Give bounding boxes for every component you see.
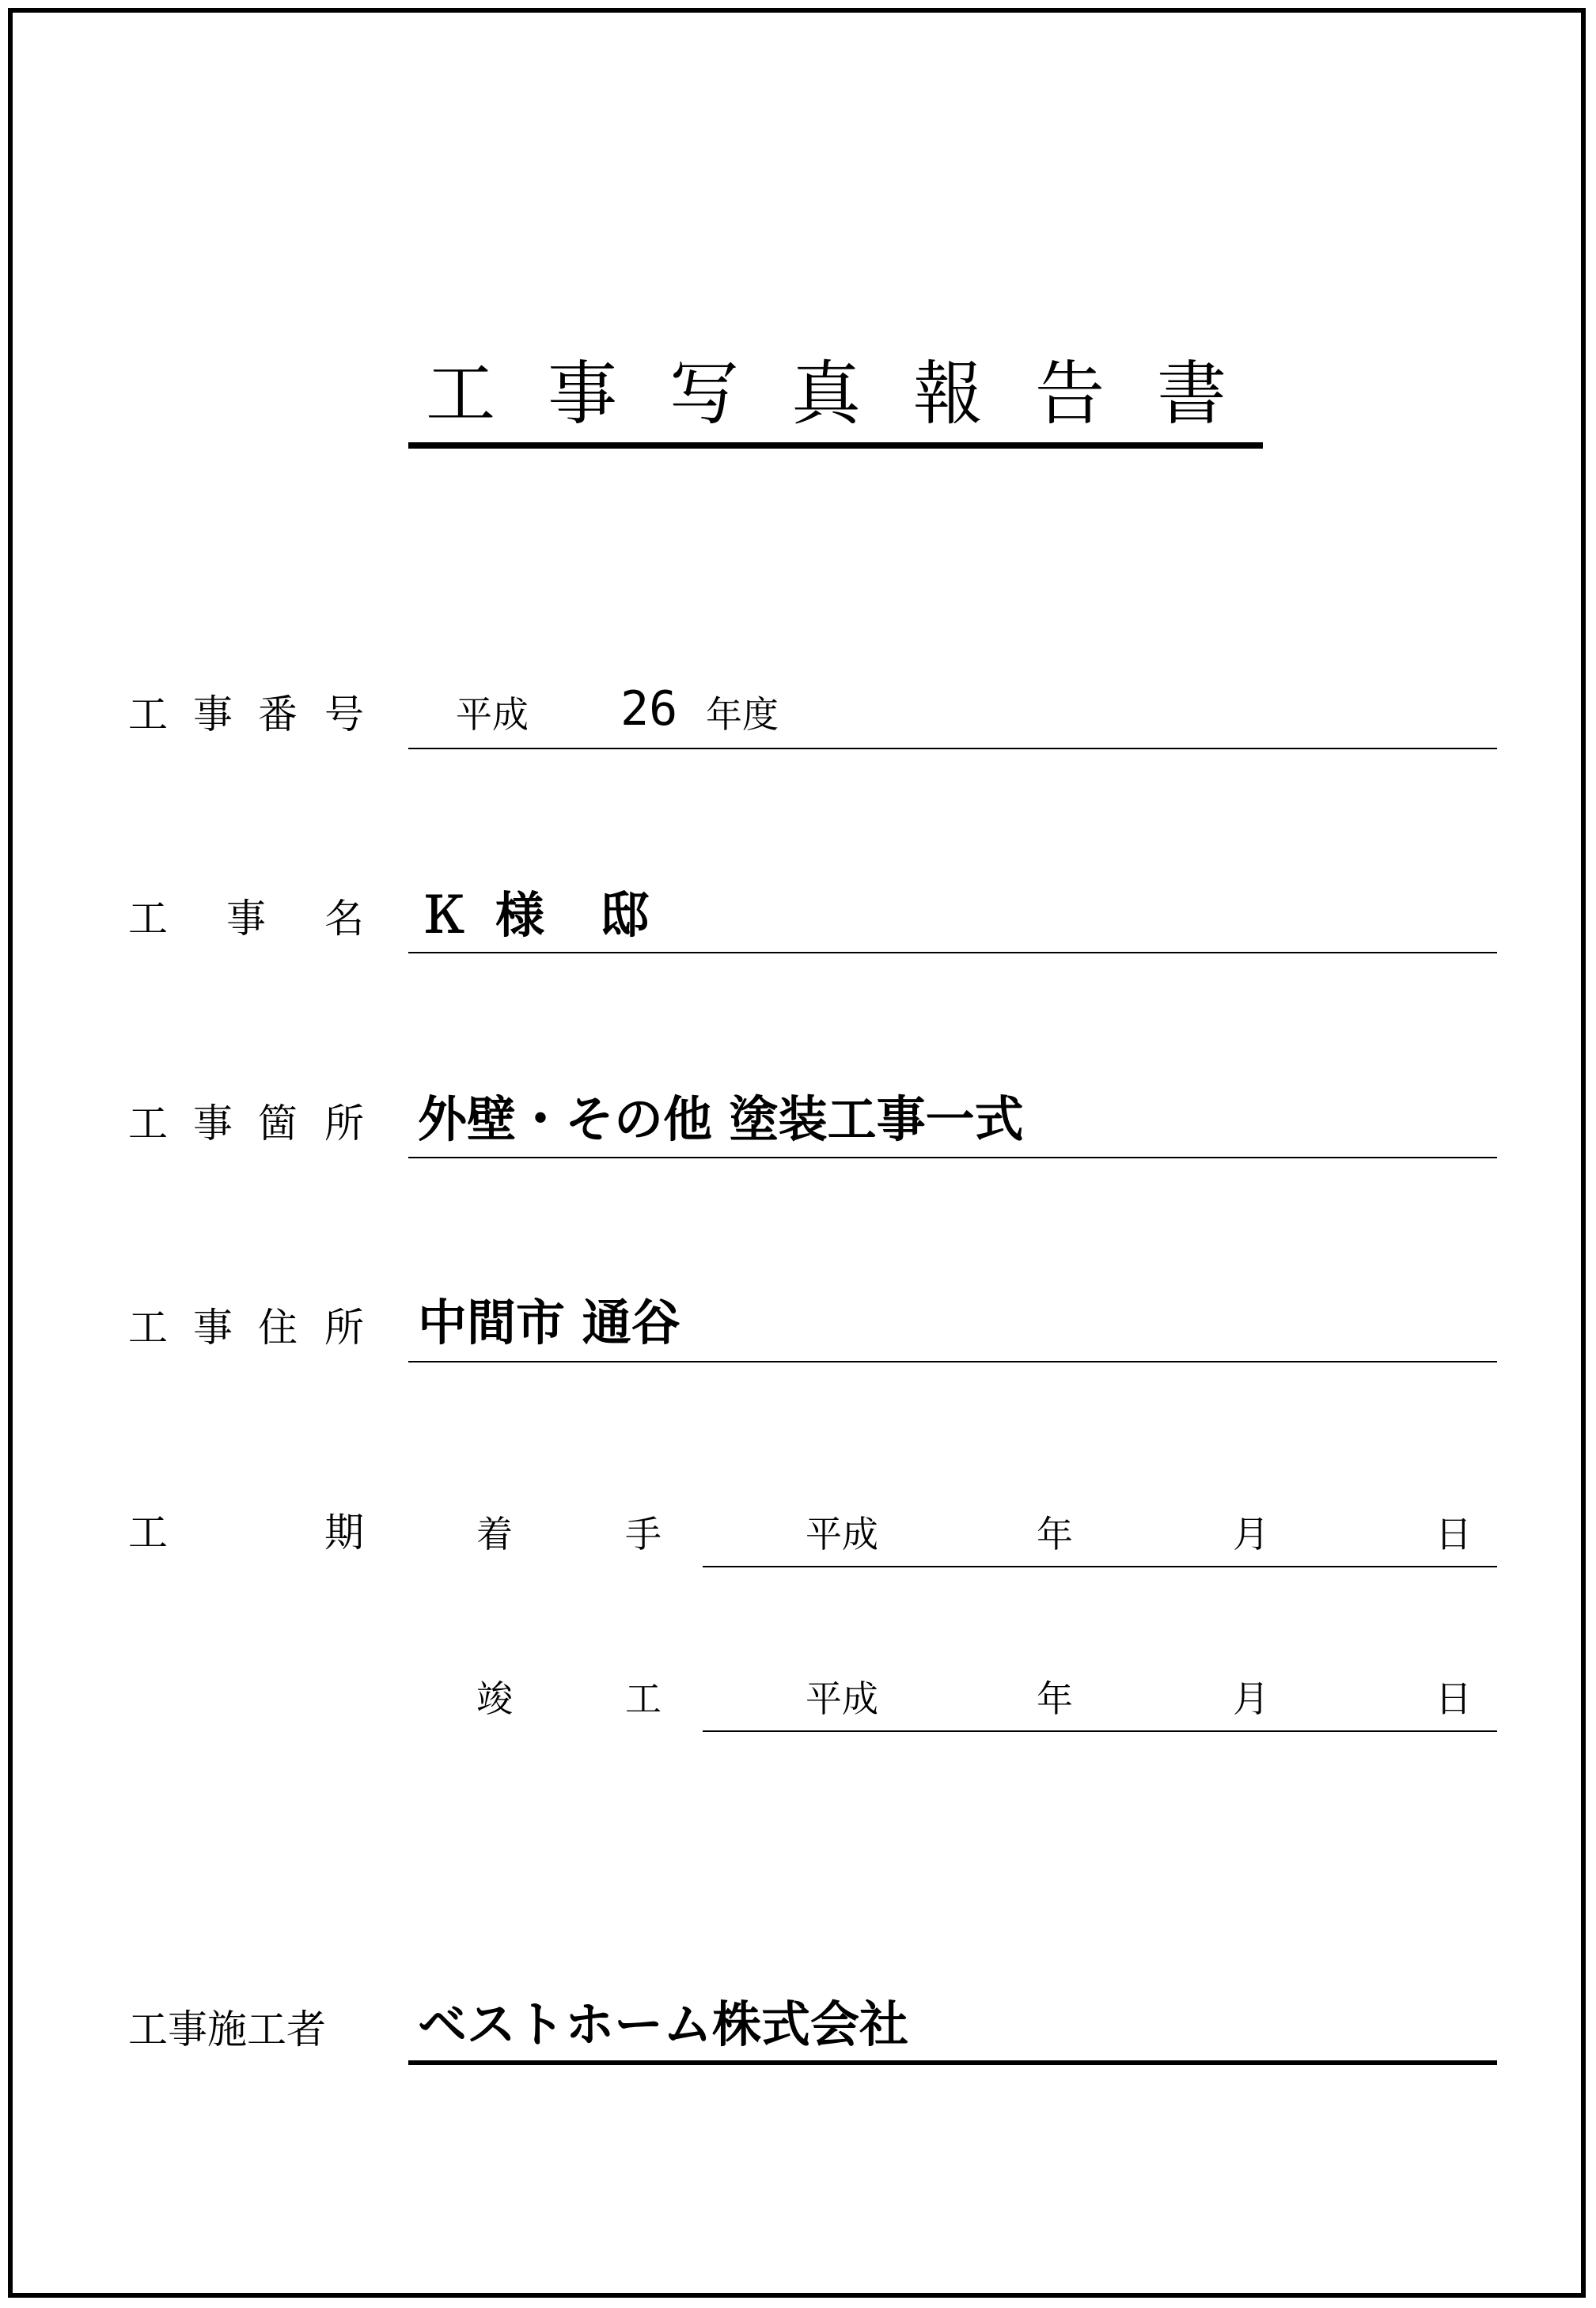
page-border (8, 8, 1586, 2298)
end-day: 日 (1435, 1677, 1472, 1720)
place-label-3: 箇 (258, 1101, 298, 1146)
period-label-1: 工 (128, 1510, 168, 1556)
name-rule (408, 952, 1497, 953)
number-label-1: 工 (128, 692, 168, 737)
address-label-1: 工 (128, 1305, 168, 1351)
title-underline (408, 442, 1263, 449)
name-label-1: 工 (128, 896, 168, 942)
place-rule (408, 1157, 1497, 1158)
number-label-2: 事 (193, 692, 233, 737)
start-year: 年 (1037, 1513, 1073, 1556)
address-label-3: 住 (258, 1305, 298, 1351)
address-rule (408, 1361, 1497, 1362)
period-label-2: 期 (324, 1510, 364, 1556)
start-day: 日 (1435, 1513, 1472, 1556)
contractor-rule (408, 2060, 1497, 2065)
start-label-2: 手 (625, 1513, 662, 1556)
address-label-4: 所 (324, 1305, 364, 1351)
end-era: 平成 (806, 1677, 878, 1720)
end-month: 月 (1233, 1677, 1269, 1720)
end-label-1: 竣 (476, 1677, 513, 1720)
place-label-4: 所 (324, 1101, 364, 1146)
start-month: 月 (1233, 1513, 1269, 1556)
document-title: 工事写真報告書 (426, 353, 1279, 434)
contractor-label: 工事施工者 (128, 2007, 326, 2052)
end-year: 年 (1037, 1677, 1073, 1720)
contractor-value: ベストホーム株式会社 (418, 1995, 909, 2053)
number-suffix: 年度 (706, 693, 779, 736)
number-rule (408, 748, 1497, 749)
number-label-3: 番 (258, 692, 298, 737)
place-label-2: 事 (193, 1101, 233, 1146)
end-label-2: 工 (625, 1677, 662, 1720)
name-value-3: 邸 (600, 886, 650, 944)
start-label-1: 着 (476, 1513, 513, 1556)
name-label-3: 名 (324, 896, 364, 942)
start-rule (703, 1566, 1497, 1567)
number-year: 26 (620, 681, 678, 737)
name-label-2: 事 (226, 896, 266, 942)
number-era: 平成 (456, 693, 529, 736)
start-era: 平成 (806, 1513, 878, 1556)
number-label-4: 号 (324, 692, 364, 737)
place-label-1: 工 (128, 1101, 168, 1146)
address-label-2: 事 (193, 1305, 233, 1351)
place-value: 外壁・その他 塗装工事一式 (418, 1090, 1024, 1148)
end-rule (703, 1730, 1497, 1732)
name-value-1: Ｋ (419, 886, 469, 944)
name-value-2: 様 (495, 886, 545, 944)
address-value: 中間市 通谷 (418, 1294, 680, 1351)
